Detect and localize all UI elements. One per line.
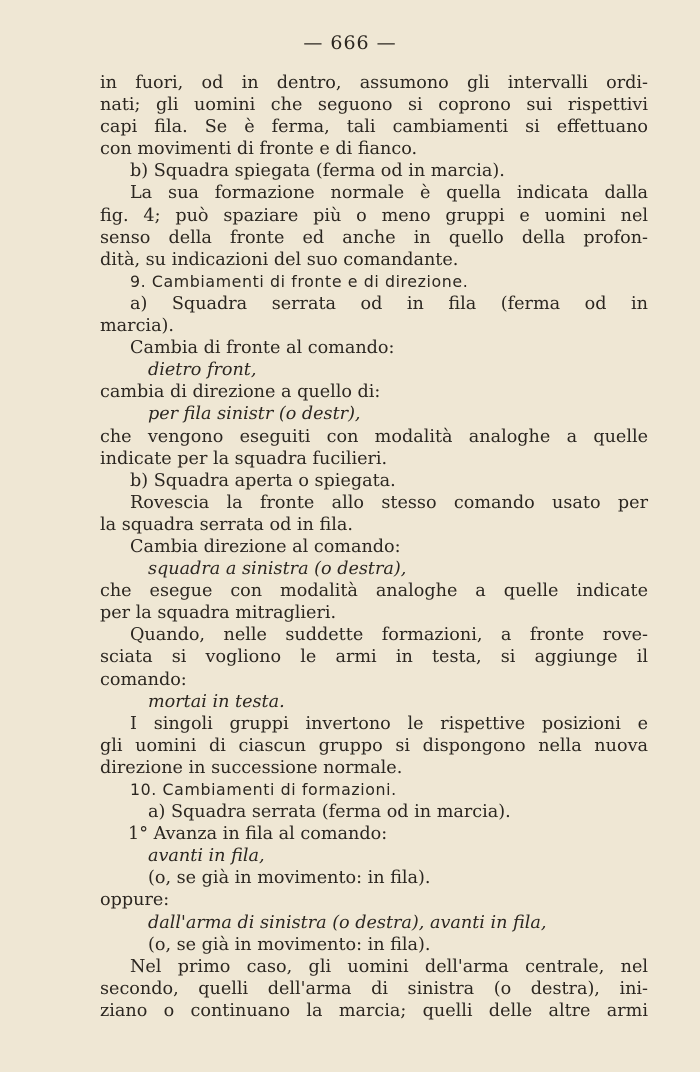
section-line: b) Squadra aperta o spiegata. bbox=[130, 470, 396, 491]
text-line: (o, se già in movimento: in fila). bbox=[148, 934, 431, 955]
text-line: ziano o continuano la marcia; quelli delle altre armi bbox=[100, 1000, 648, 1021]
command-line: dall'arma di sinistra (o destra), avanti in fila, bbox=[148, 912, 547, 933]
text-line: nati; gli uomini che seguono si coprono sui rispettivi bbox=[100, 95, 648, 116]
page-body bbox=[100, 72, 648, 1022]
command-line: avanti in fila, bbox=[148, 846, 265, 867]
text-line: Nel primo caso, gli uomini dell'arma centrale, nel bbox=[130, 956, 648, 977]
text-line: Rovescia la fronte allo stesso comando usato per bbox=[130, 492, 648, 513]
text-line: I singoli gruppi invertono le rispettive posizioni e bbox=[130, 713, 648, 734]
text-line: per la squadra mitraglieri. bbox=[100, 603, 337, 624]
text-line: che vengono eseguiti con modalità analoghe a quelle bbox=[100, 426, 648, 447]
page-number: — 666 — bbox=[303, 32, 397, 54]
text-line: Cambia di fronte al comando: bbox=[130, 338, 395, 359]
text-line: La sua formazione normale è quella indicata dalla bbox=[130, 183, 648, 204]
section-line: a) Squadra serrata (ferma od in marcia). bbox=[148, 802, 511, 823]
text-line: (o, se già in movimento: in fila). bbox=[148, 868, 431, 889]
text-line: comando: bbox=[100, 669, 187, 690]
text-line: con movimenti di fronte e di fianco. bbox=[100, 139, 418, 160]
text-line: senso della fronte ed anche in quello della profon- bbox=[100, 227, 648, 248]
text-line: in fuori, od in dentro, assumono gli intervalli ordi- bbox=[100, 73, 648, 93]
text-line: Cambia direzione al comando: bbox=[130, 536, 401, 557]
text-line: marcia). bbox=[100, 316, 175, 337]
command-line: per fila sinistr (o destr), bbox=[148, 404, 361, 425]
text-line: che esegue con modalità analoghe a quelle indicate bbox=[100, 581, 648, 602]
text-line: capi fila. Se è ferma, tali cambiamenti si effettuano bbox=[100, 117, 648, 138]
section-heading: 10. Cambiamenti di formazioni. bbox=[130, 780, 397, 799]
section-line: b) Squadra spiegata (ferma od in marcia). bbox=[130, 161, 505, 182]
text-line: gli uomini di ciascun gruppo si dispongono nella nuova bbox=[100, 735, 648, 756]
text-line: dità, su indicazioni del suo comandante. bbox=[100, 249, 459, 270]
text-line: Quando, nelle suddette formazioni, a fronte rove- bbox=[130, 625, 648, 646]
section-heading: 9. Cambiamenti di fronte e di direzione. bbox=[130, 271, 469, 291]
text-line: 1° Avanza in fila al comando: bbox=[128, 824, 388, 845]
command-line: squadra a sinistra (o destra), bbox=[148, 559, 407, 580]
text-line: fig. 4; può spaziare più o meno gruppi e uomini nel bbox=[100, 205, 648, 226]
text-line: oppure: bbox=[100, 890, 170, 911]
text-line: secondo, quelli dell'arma di sinistra (o destra), ini- bbox=[100, 978, 648, 999]
text-line: indicate per la squadra fucilieri. bbox=[100, 448, 388, 469]
text-line: sciata si vogliono le armi in testa, si aggiunge il bbox=[100, 647, 648, 668]
command-line: mortai in testa. bbox=[148, 691, 285, 712]
text-line: direzione in successione normale. bbox=[100, 757, 403, 778]
text-line: cambia di direzione a quello di: bbox=[100, 382, 381, 403]
command-line: dietro front, bbox=[148, 360, 257, 381]
section-line: a) Squadra serrata od in fila (ferma od in bbox=[130, 293, 648, 314]
text-line: la squadra serrata od in fila. bbox=[100, 514, 353, 535]
